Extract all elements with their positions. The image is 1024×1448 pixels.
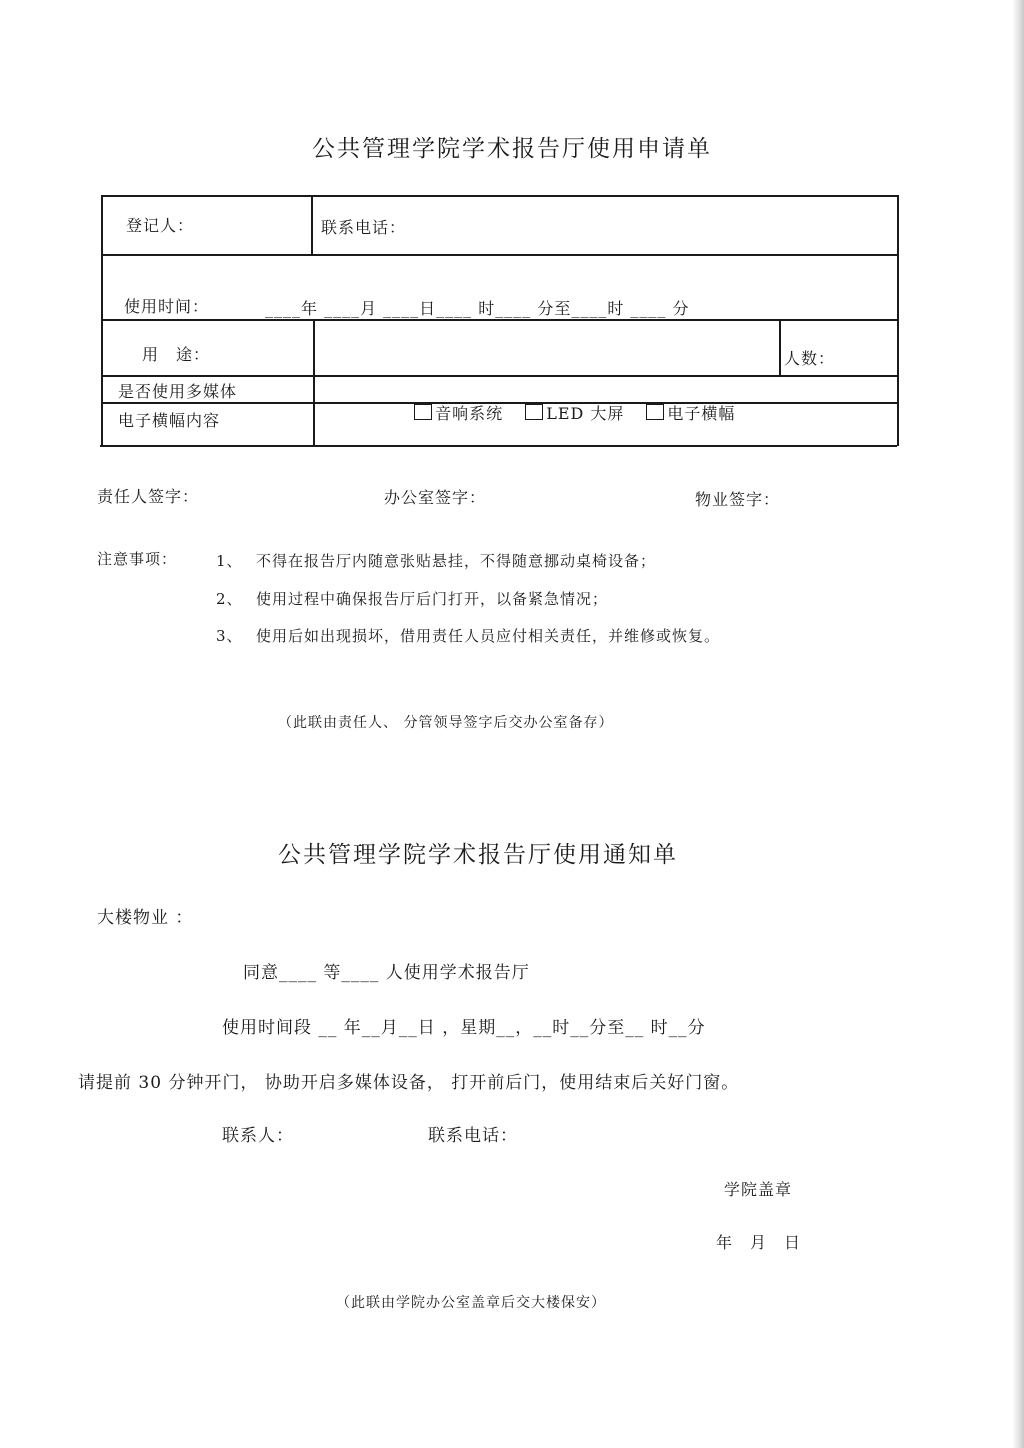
time-fields[interactable]: ____年 ____月 ____日____ 时____ 分至____时 ____ 分 bbox=[265, 299, 690, 318]
note-text: 使用过程中确保报告厅后门打开，以备紧急情况； bbox=[256, 590, 609, 608]
note-text: 使用后如出现损坏，借用责任人员应付相关责任，并维修或恢复。 bbox=[256, 627, 721, 645]
checkbox-banner[interactable] bbox=[646, 404, 664, 420]
notes-label: 注意事项： bbox=[97, 550, 178, 568]
table-row-line bbox=[102, 319, 898, 321]
note-number: 2、 bbox=[216, 590, 243, 608]
property-signature-label: 物业签字： bbox=[695, 490, 781, 509]
checkbox-led[interactable] bbox=[525, 404, 543, 420]
table-row-line bbox=[102, 375, 898, 377]
multimedia-options bbox=[402, 382, 757, 424]
table-border-bottom bbox=[100, 445, 897, 447]
table-col-line bbox=[779, 320, 781, 376]
table-border-right bbox=[897, 195, 899, 446]
scan-edge-shadow bbox=[1012, 0, 1024, 1448]
registrant-label: 登记人： bbox=[126, 216, 195, 235]
notice-line-agree: 同意____ 等____ 人使用学术报告厅 bbox=[243, 963, 530, 983]
application-title: 公共管理学院学术报告厅使用申请单 bbox=[312, 136, 712, 162]
notice-footer-note: （此联由学院办公室盖章后交大楼保安） bbox=[336, 1295, 606, 1311]
notice-title: 公共管理学院学术报告厅使用通知单 bbox=[278, 842, 678, 868]
purpose-label: 用 途： bbox=[142, 345, 211, 364]
table-col-line bbox=[311, 195, 313, 255]
notice-line-time: 使用时间段 __ 年__月__日 ，星期__，__时__分至__ 时__分 bbox=[222, 1018, 706, 1038]
multimedia-label: 是否使用多媒体 bbox=[118, 382, 238, 401]
banner-content-label: 电子横幅内容 bbox=[118, 411, 221, 430]
application-footer-note: （此联由责任人、 分管领导签字后交办公室备存） bbox=[278, 715, 614, 731]
college-seal-label: 学院盖章 bbox=[724, 1180, 793, 1199]
note-text: 不得在报告厅内随意张贴悬挂，不得随意挪动桌椅设备； bbox=[256, 552, 657, 570]
checkbox-audio[interactable] bbox=[414, 404, 432, 420]
option-banner[interactable]: 电子横幅 bbox=[646, 401, 735, 424]
table-row-line bbox=[102, 254, 898, 256]
note-number: 1、 bbox=[216, 552, 243, 570]
office-signature-label: 办公室签字： bbox=[384, 488, 487, 507]
table-border-top bbox=[103, 195, 899, 197]
notice-addressee: 大楼物业 ： bbox=[97, 908, 194, 928]
note-number: 3、 bbox=[216, 627, 243, 645]
time-label: 使用时间： bbox=[124, 297, 210, 316]
notice-date: 年 月 日 bbox=[716, 1233, 802, 1252]
notice-line-request: 请提前 30 分钟开门， 协助开启多媒体设备， 打开前后门，使用结束后关好门窗。 bbox=[78, 1073, 740, 1093]
table-border-left bbox=[101, 195, 103, 446]
contact-person-label: 联系人： bbox=[222, 1126, 294, 1146]
phone-label: 联系电话： bbox=[321, 218, 407, 237]
option-audio[interactable]: 音响系统 bbox=[414, 401, 503, 424]
table-col-line bbox=[313, 320, 315, 446]
contact-phone-label: 联系电话： bbox=[428, 1126, 518, 1146]
people-count-label: 人数： bbox=[784, 349, 836, 368]
option-led[interactable]: LED 大屏 bbox=[525, 401, 624, 424]
responsible-signature-label: 责任人签字： bbox=[97, 487, 200, 506]
